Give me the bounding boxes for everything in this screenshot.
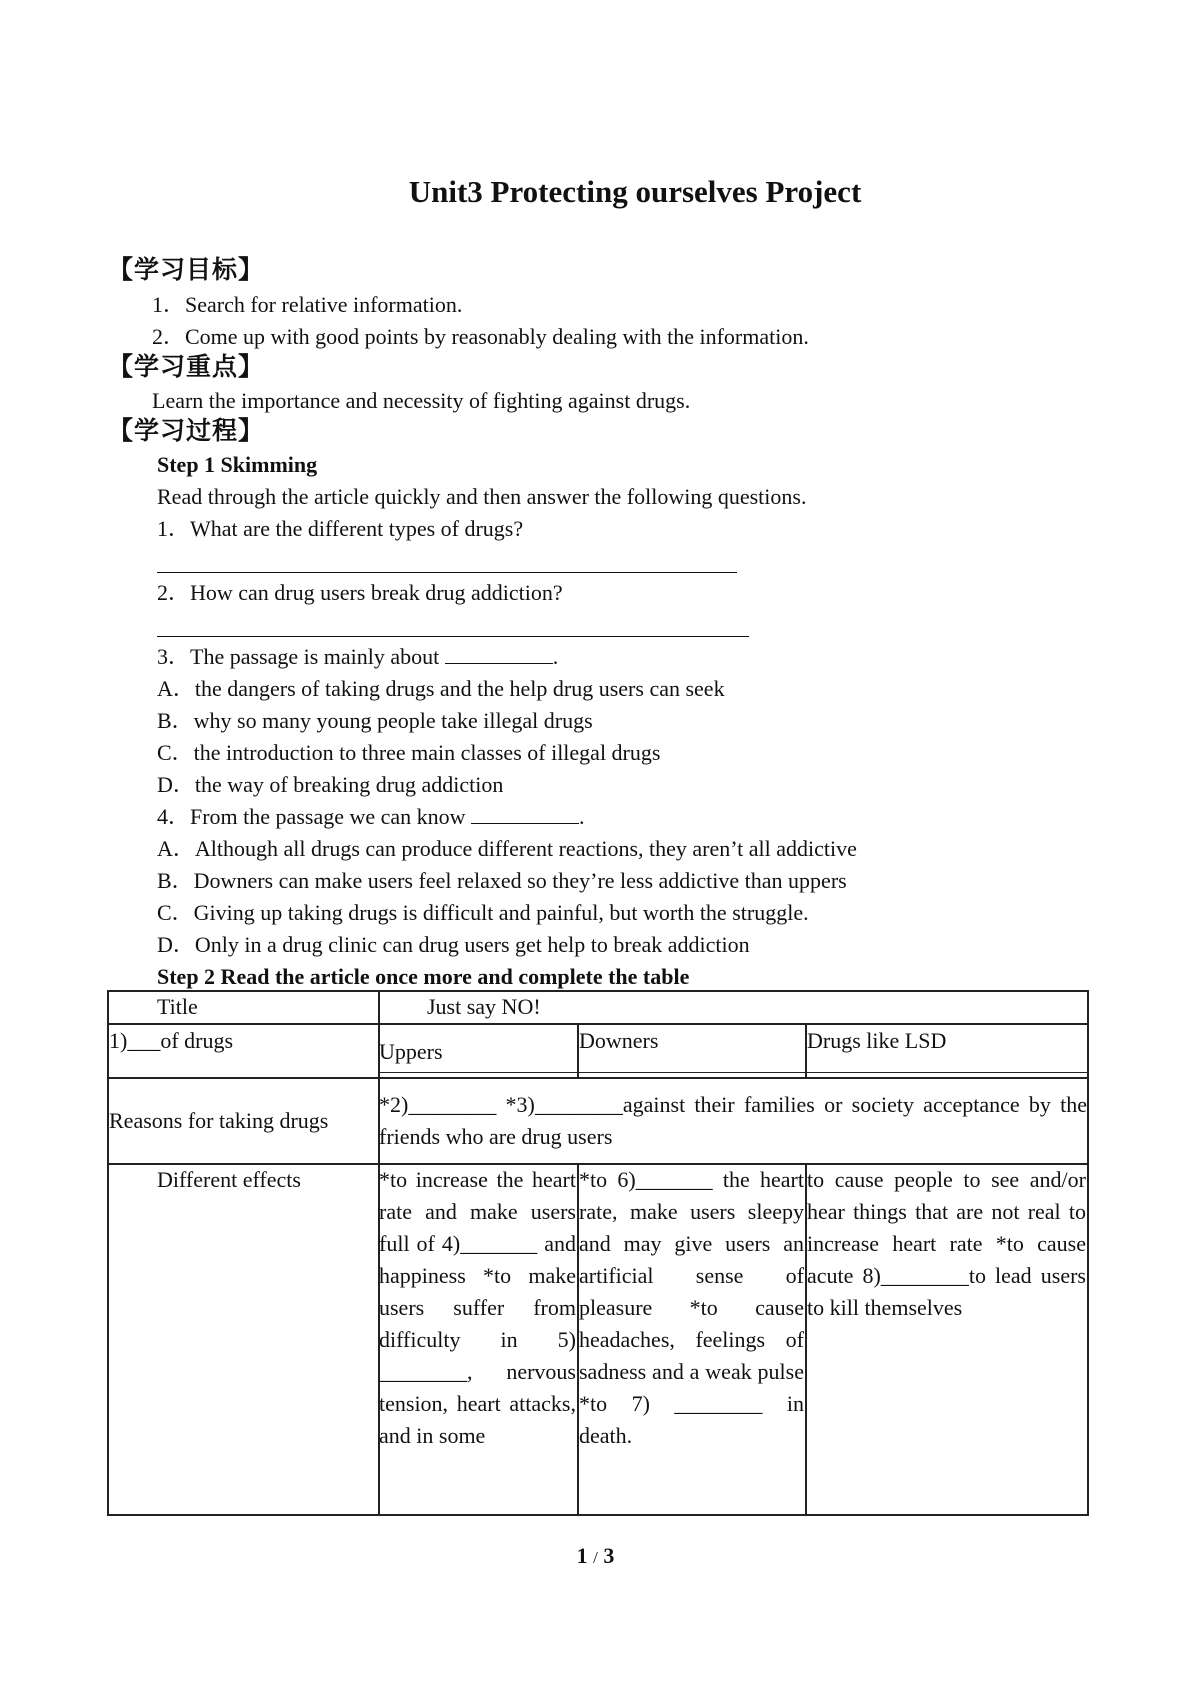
question-3-blank[interactable] bbox=[445, 645, 553, 664]
objective-item: 1．Search for relative information. bbox=[152, 292, 463, 317]
process-heading: 【学习过程】 bbox=[108, 416, 265, 445]
table-col-uppers: Uppers bbox=[379, 1039, 443, 1064]
table-col-downers: Downers bbox=[579, 1028, 659, 1053]
question-4-text: 4．From the passage we can know bbox=[157, 804, 466, 829]
document-title: Unit3 Protecting ourselves Project bbox=[408, 174, 862, 209]
focus-text: Learn the importance and necessity of fighting against drugs. bbox=[152, 388, 691, 413]
table-title-label: Title bbox=[157, 994, 198, 1019]
table-reasons-text: *2)________ *3)________against their families or society acceptance by the friends who are drug users bbox=[379, 1092, 1087, 1149]
question-3-option: A．the dangers of taking drugs and the help drug users can seek bbox=[157, 676, 725, 701]
table-effects-downers: *to 6)_______ the heart rate, make users sleepy and may give users an artificial sense of pleasure *to cause headaches, feelings of sadness and a weak pulse *to 7) ________ in death. bbox=[579, 1167, 804, 1448]
table-classes-label: 1)___of drugs bbox=[109, 1028, 234, 1053]
question-2: 2．How can drug users break drug addiction? bbox=[157, 580, 563, 605]
question-4: 4．From the passage we can know . bbox=[157, 804, 585, 829]
table-title-value: Just say NO! bbox=[427, 994, 541, 1019]
answer-line-1[interactable] bbox=[157, 572, 737, 573]
question-3: 3．The passage is mainly about . bbox=[157, 644, 559, 669]
question-3-option: C．the introduction to three main classes of illegal drugs bbox=[157, 740, 661, 765]
table-reasons-label: Reasons for taking drugs bbox=[109, 1108, 329, 1133]
drugs-table bbox=[107, 990, 1089, 1516]
step1-intro: Read through the article quickly and then answer the following questions. bbox=[157, 484, 807, 509]
focus-heading: 【学习重点】 bbox=[108, 352, 265, 381]
page-separator: / bbox=[593, 1548, 598, 1567]
question-4-blank[interactable] bbox=[471, 805, 579, 824]
table-effects-lsd: to cause people to see and/or hear things that are not real to increase heart rate *to cause acute 8)________to lead users to kill themselves bbox=[807, 1167, 1086, 1320]
objectives-heading: 【学习目标】 bbox=[108, 255, 265, 284]
question-1: 1．What are the different types of drugs? bbox=[157, 516, 524, 541]
page-current: 1 bbox=[576, 1543, 588, 1568]
question-4-option: D．Only in a drug clinic can drug users get help to break addiction bbox=[157, 932, 750, 957]
objective-item: 2．Come up with good points by reasonably dealing with the information. bbox=[152, 324, 809, 349]
page-number bbox=[0, 1543, 1191, 1569]
question-3-option: D．the way of breaking drug addiction bbox=[157, 772, 504, 797]
table-effects-label: Different effects bbox=[157, 1167, 301, 1192]
table-effects-uppers: *to increase the heart rate and make users full of 4)_______ and happiness *to make users suffer from difficulty in 5) ________, nervous tension, heart attacks, and in some bbox=[379, 1167, 576, 1448]
table-col-lsd: Drugs like LSD bbox=[807, 1028, 947, 1053]
question-3-option: B．why so many young people take illegal drugs bbox=[157, 708, 593, 733]
question-4-option: C．Giving up taking drugs is difficult and painful, but worth the struggle. bbox=[157, 900, 809, 925]
question-3-text: 3．The passage is mainly about bbox=[157, 644, 440, 669]
step2-heading: Step 2 Read the article once more and complete the table bbox=[157, 964, 690, 989]
question-4-option: A．Although all drugs can produce different reactions, they aren’t all addictive bbox=[157, 836, 857, 861]
page-total: 3 bbox=[603, 1543, 615, 1568]
step1-heading: Step 1 Skimming bbox=[157, 452, 318, 477]
question-4-option: B．Downers can make users feel relaxed so they’re less addictive than uppers bbox=[157, 868, 847, 893]
answer-line-2[interactable] bbox=[157, 636, 749, 637]
